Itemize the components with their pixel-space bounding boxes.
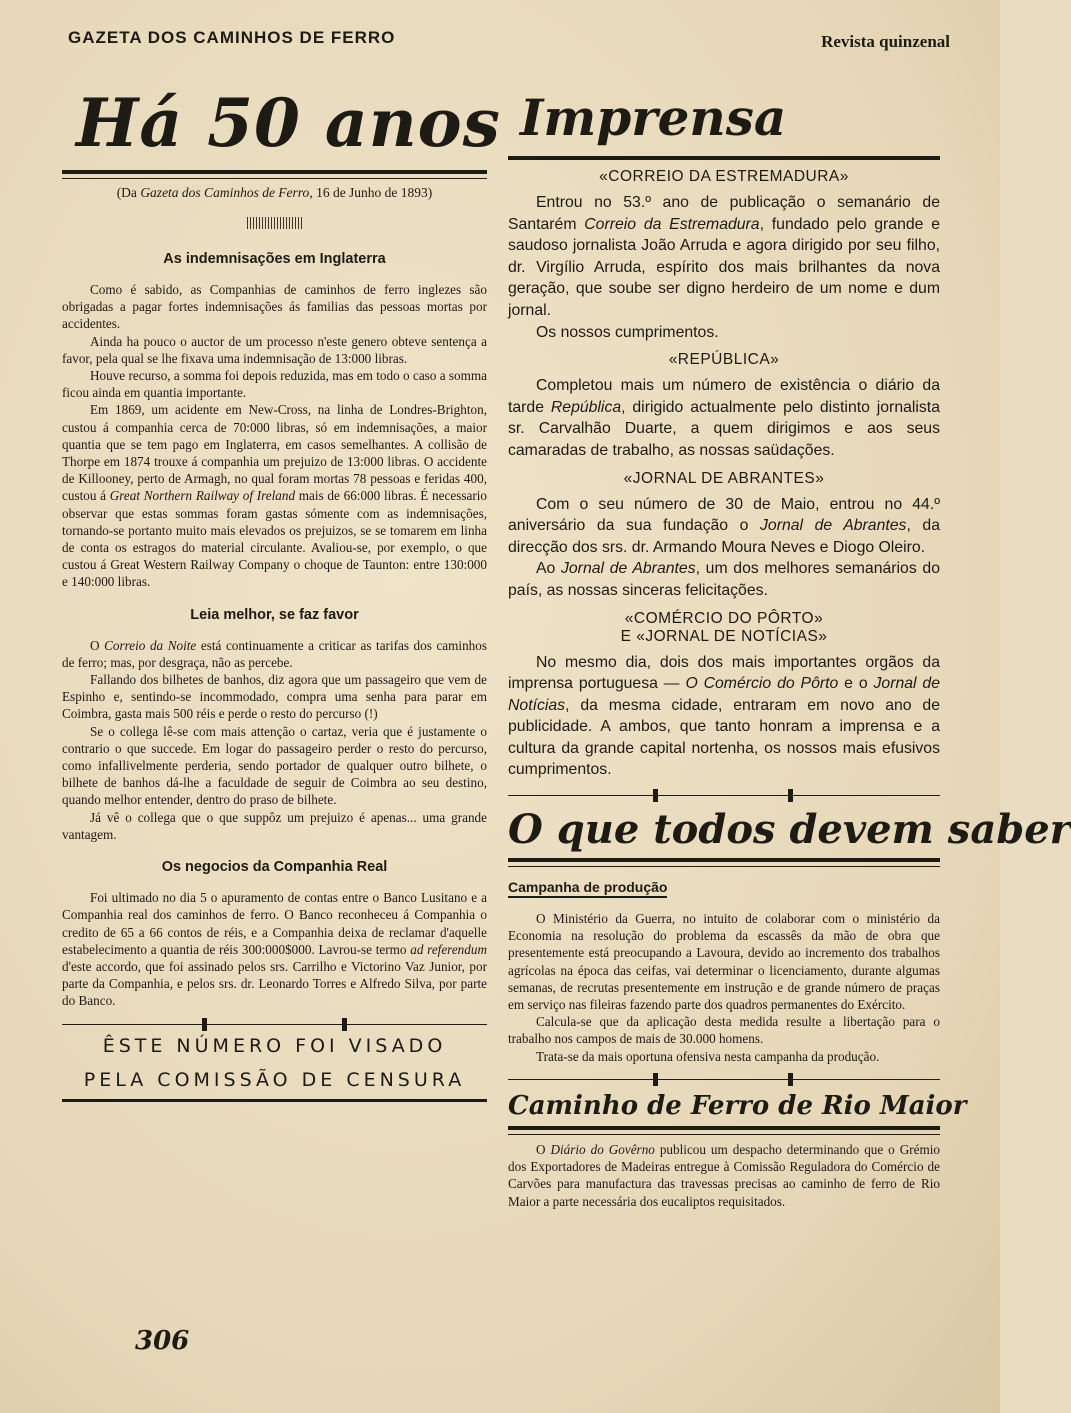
source-note: (Da Gazeta dos Caminhos de Ferro, 16 de Junho de 1893) <box>116 185 433 200</box>
paragraph: No mesmo dia, dois dos mais importantes orgãos da imprensa portuguesa — O Comércio do Pôrto e o Jornal de Notícias, da mesma cidade, entraram em novo ano de publicidade. A ambos, que tanto honram a imprensa e a cultura da grande capital nortenha, os nossos mais efusivos cumprimentos. <box>508 653 940 779</box>
pub-heading-comercio: «COMÉRCIO DO PÔRTO» <box>624 609 824 627</box>
separator-tick <box>202 1018 207 1031</box>
paragraph: Entrou no 53.º ano de publicação o semanário de Santarém Correio da Estremadura, fundado pelo grande e saudoso jornalista João Arruda e agora dirigido por seu filho, dr. Virgílio Arruda, espírito dos mais brilhantes da nova geração, que soube ser digno herdeiro de um nome e dum jornal. <box>508 194 941 319</box>
censorship-notice-line-1: ÊSTE NÚMERO FOI VISADO <box>102 1034 447 1057</box>
journal-frequency: Revista quinzenal <box>821 32 950 51</box>
paragraph: Ainda ha pouco o auctor de um processo n'este genero obteve sentença a favor, pela qual se lhe fixava uma indemnisação de 13:000 libras. <box>62 333 487 366</box>
section-title-ha-50-anos: Há 50 anos <box>76 84 501 162</box>
article-heading-companhia-real: Os negocios da Companhia Real <box>161 859 388 876</box>
separator-tick <box>788 1073 793 1086</box>
paragraph: Calcula-se que da aplicação desta medida resulte a libertação para o trabalho nos campos de mais de 30.000 homens. <box>508 1014 940 1047</box>
separator-rule <box>508 1079 940 1080</box>
paragraph: Em 1869, um acidente em New-Cross, na linha de Londres-Brighton, custou á companhia cerca de 70:000 libras, só em indemnisações, a maior quantia que se tem pago em Inglaterra, em casos semelhantes. A collisão de Thorpe em 1874 trouxe á companhia um prejuizo de 13:000 libras. O accidente de Killooney, perto de Armagh, no qual foram mortas 78 pessoas e feridas 400, custou á Great Northern Railway of Ireland mais de 66:000 libras. É necessario observar que estas sommas foram gastas sómente com as indemnisações, tornando-se portanto muito mais elevados os prejuizos, se se tomarem em linha de conta os estragos do material circulante. Avaliou-se, por exemplo, o que custou á Great Western Railway Company o choque de Taunton: entre 130:000 e 140:000 libras. <box>62 402 487 590</box>
paragraph: Houve recurso, a somma foi depois reduzida, mas em todo o caso a somma ficou ainda em quantia importante. <box>62 368 487 401</box>
title-rule <box>508 156 940 160</box>
article-heading-leia-melhor: Leia melhor, se faz favor <box>190 606 359 623</box>
hatch-ornament <box>247 217 303 229</box>
separator-tick <box>653 789 658 802</box>
page-number: 306 <box>135 1326 190 1356</box>
title-rule <box>62 170 487 179</box>
paragraph: Os nossos cumprimentos. <box>536 323 719 341</box>
paragraph: Ao Jornal de Abrantes, um dos melhores semanários do país, as nossas sinceras felicitações. <box>508 560 940 599</box>
left-column <box>62 80 501 1110</box>
article-title-rio-maior: Caminho de Ferro de Rio Maior <box>508 1090 967 1121</box>
pub-heading-correio: «CORREIO DA ESTREMADURA» <box>599 168 849 185</box>
right-column <box>508 82 1071 1210</box>
separator-rule <box>508 795 940 796</box>
paragraph: O Ministério da Guerra, no intuito de colaborar com o ministério da Economia na resolução do problema da escassês da mão de obra que presentemente está preocupando a Lavoura, devido ao incremento dos trabalhos agrícolas na época das ceifas, vai determinar o licenciamento, durante algumas semanas, de recrutas presentemente em instrução e de grande número de praças em serviço nas fileiras fazendo parte dos quadros permanentes do Exército. <box>508 911 940 1013</box>
separator-tick <box>342 1018 347 1031</box>
censorship-notice-line-2: PELA COMISSÃO DE CENSURA <box>83 1068 466 1091</box>
paragraph: Se o collega lê-se com mais attenção o cartaz, veria que é justamente o contrario o que succede. Em logar do passageiro perder o resto do percurso, como infallivelmente perderia, sendo portador de qualquer outro bilhete, o bilhete de banhos dá-lhe a faculdade de seguir de Coimbra ao seu destino, quando melhor entender, dentro do praso de bilhete. <box>62 723 487 808</box>
separator-tick <box>653 1073 658 1086</box>
paragraph: Com o seu número de 30 de Maio, entrou no 44.º aniversário da sua fundação o Jornal de Abrantes, da direcção dos srs. dr. Armando Moura Neves e Diogo Oleiro. <box>508 495 940 556</box>
section-title-imprensa: Imprensa <box>520 88 787 147</box>
paragraph: O Diário do Govêrno publicou um despacho determinando que o Grémio dos Exportadores de Madeiras entregue à Comissão Reguladora do Comércio de Carvões para manufactura das travessas precisas ao caminho de ferro de Rio Maior a parte necessária dos eucaliptos requisitados. <box>508 1141 940 1209</box>
paragraph: Já vê o collega que o que suppôz um prejuizo é apenas... uma grande vantagem. <box>62 809 487 842</box>
paragraph: Completou mais um número de existência o diário da tarde República, dirigido actualmente pelo distinto jornalista sr. Carvalhão Duarte, a quem dirigimos e aos seus camaradas de trabalho, as nossas saüdações. <box>508 377 940 459</box>
paragraph: Foi ultimado no dia 5 o apuramento de contas entre o Banco Lusitano e a Companhia real dos caminhos de ferro. O Banco reconheceu á Companhia o credito de 65 a 66 contos de réis, e a Companhia deixa de reclamar d'aquelle estabelecimento a quantia de réis 300:000$000. Lavrou-se termo ad referendum d'este accordo, que foi assinado pelos srs. Carrilho e Victorino Vaz Junior, por parte da Companhia, e pelos srs. dr. Leonardo Torres e Alfredo Silva, por parte do Banco. <box>62 890 487 1009</box>
article-heading-campanha: Campanha de produção <box>508 879 667 898</box>
title-rule <box>508 1126 940 1135</box>
separator-tick <box>788 789 793 802</box>
paragraph: Fallando dos bilhetes de banhos, diz agora que um passageiro que vem de Espinho e, sentindo-se incommodado, compra uma senha para parar em Coimbra, gasta mais 500 réis e perde o resto do percurso (!) <box>62 672 487 722</box>
paragraph: Trata-se da mais oportuna ofensiva nesta campanha da produção. <box>536 1048 880 1064</box>
paragraph: Como é sabido, as Companhias de caminhos de ferro inglezes são obrigadas a pagar fortes indemnisações ás familias das pessoas mortas por accidentes. <box>62 282 487 332</box>
pub-heading-republica: «REPÚBLICA» <box>668 351 780 369</box>
section-title-o-que-todos-devem-saber: O que todos devem saber <box>508 806 1071 854</box>
paragraph: O Correio da Noite está continuamente a criticar as tarifas dos caminhos de ferro; mas, por desgraça, não as percebe. <box>62 637 487 670</box>
journal-name: GAZETA DOS CAMINHOS DE FERRO <box>68 28 396 47</box>
censorship-rule <box>62 1099 487 1102</box>
separator-rule <box>62 1024 487 1025</box>
article-heading-indemnisacoes: As indemnisações em Inglaterra <box>163 251 386 267</box>
pub-heading-noticias: E «JORNAL DE NOTÍCIAS» <box>620 627 828 645</box>
pub-heading-abrantes: «JORNAL DE ABRANTES» <box>623 469 825 487</box>
title-rule <box>508 858 940 867</box>
